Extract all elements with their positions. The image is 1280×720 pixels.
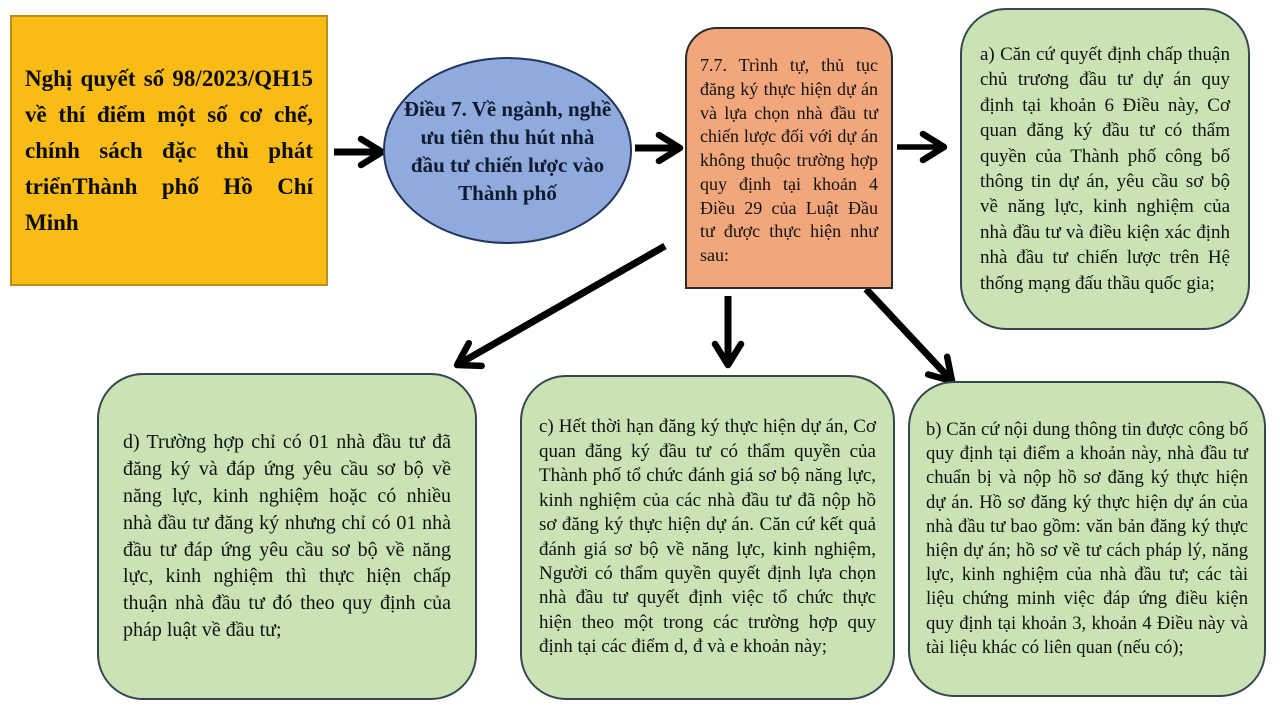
point-a-box: [960, 8, 1250, 330]
point-a-text: a) Căn cứ quyết định chấp thuận chủ trương đầu tư dự án quy định tại khoản 6 Điều này, Cơ quan đăng ký đầu tư có thẩm quyền của Thành phố công bố thông tin dự án, yêu cầu sơ bộ về năng lực, kinh nghiệm của nhà đầu tư và điều kiện xác định nhà đầu tư chiến lược trên Hệ thống mạng đấu thầu quốc gia;: [980, 43, 1230, 294]
point-d-text: d) Trường hợp chỉ có 01 nhà đầu tư đã đăng ký và đáp ứng yêu cầu sơ bộ về năng lực, kinh nghiệm hoặc có nhiều nhà đầu tư đăng ký nhưng chỉ có 01 nhà đầu tư đáp ứng yêu cầu sơ bộ về năng lực, kinh nghiệm thì thực hiện chấp thuận nhà đầu tư đó theo quy định của pháp luật về đầu tư;: [123, 431, 451, 641]
resolution-source-box: [10, 15, 328, 286]
arrow-clause-to-point-b: [866, 289, 952, 381]
point-b-text: b) Căn cứ nội dung thông tin được công bố quy định tại điểm a khoản này, nhà đầu tư chuẩn bị và nộp hồ sơ đăng ký thực hiện dự án. Hồ sơ đăng ký thực hiện dự án của nhà đầu tư bao gồm: văn bản đăng ký thực hiện dự án; hồ sơ về tư cách pháp lý, năng lực, kinh nghiệm của nhà đầu tư; các tài liệu chứng minh việc đáp ứng điều kiện quy định tại khoản 3, khoản 4 Điều này và tài liệu khác có liên quan (nếu có);: [926, 418, 1248, 658]
clause-7-7-text: 7.7. Trình tự, thủ tục đăng ký thực hiện dự án và lựa chọn nhà đầu tư chiến lược đối với dự án không thuộc trường hợp quy định tại khoản 4 Điều 29 của Luật Đầu tư được thực hiện như sau:: [700, 54, 878, 266]
clause-7-7-box: [685, 27, 893, 289]
resolution-source-text: Nghị quyết số 98/2023/QH15 về thí điểm một số cơ chế, chính sách đặc thù phát triểnThành phố Hồ Chí Minh: [25, 65, 313, 235]
point-c-box: [520, 375, 895, 700]
point-d-box: [97, 373, 477, 700]
article-7-ellipse: [383, 57, 632, 244]
article-7-text: Điều 7. Về ngành, nghề ưu tiên thu hút nhà đầu tư chiến lược vào Thành phố: [403, 96, 612, 205]
point-c-text: c) Hết thời hạn đăng ký thực hiện dự án, Cơ quan đăng ký đầu tư có thẩm quyền của Thành phố tổ chức đánh giá sơ bộ năng lực, kinh nghiệm của các nhà đầu tư đã nộp hồ sơ đăng ký thực hiện dự án. Căn cứ kết quả đánh giá sơ bộ về năng lực, kinh nghiệm, Người có thẩm quyền quyết định lựa chọn nhà đầu tư quyết định việc tổ chức thực hiện theo một trong các trường hợp quy định tại các điểm d, đ và e khoản này;: [539, 416, 876, 658]
point-b-box: [908, 381, 1266, 697]
arrow-clause-to-point-d: [457, 246, 665, 365]
